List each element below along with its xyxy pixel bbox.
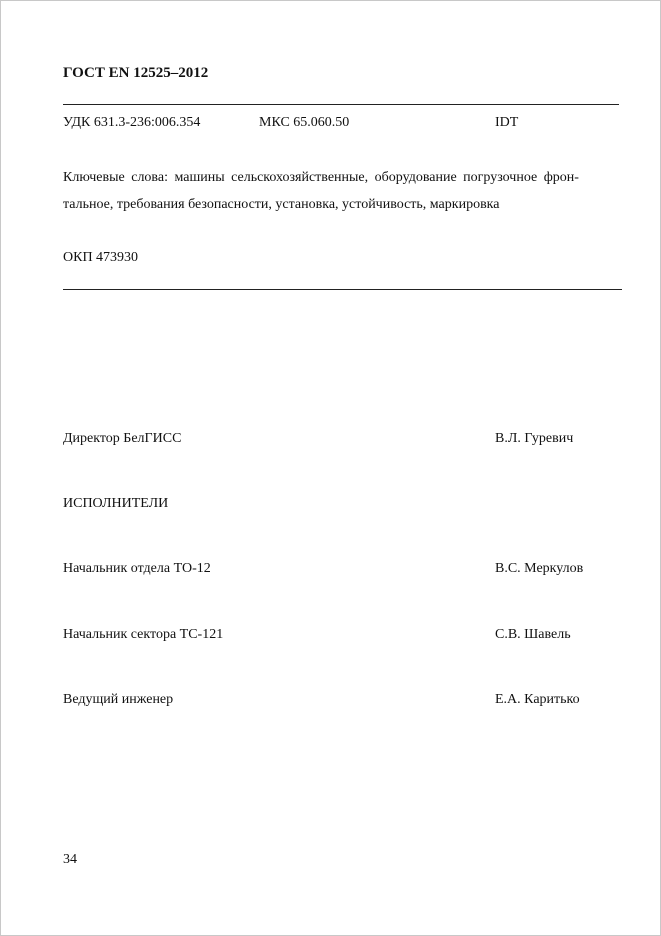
executor-role: Начальник отдела ТО-12 — [63, 561, 211, 576]
idt-label: IDT — [495, 115, 519, 130]
executor-role: Ведущий инженер — [63, 692, 174, 707]
divider-bottom — [63, 289, 622, 290]
executor-name: Е.А. Каритько — [495, 692, 580, 707]
director-name: В.Л. Гуревич — [495, 431, 574, 446]
executor-role: Начальник сектора ТС-121 — [63, 627, 224, 642]
executor-name: С.В. Шавель — [495, 627, 571, 642]
page-number: 34 — [63, 852, 77, 867]
mks-code: МКС 65.060.50 — [259, 115, 350, 130]
keywords-line-2: тальное, требования безопасности, установка, устойчивость, маркировка — [63, 197, 500, 212]
executor-name: В.С. Меркулов — [495, 561, 584, 576]
okp-code: ОКП 473930 — [63, 250, 139, 265]
divider-top — [63, 104, 619, 105]
udk-code: УДК 631.3-236:006.354 — [63, 115, 201, 130]
standard-title: ГОСТ EN 12525–2012 — [63, 65, 209, 81]
director-role: Директор БелГИСС — [63, 431, 182, 446]
keywords-line-1: Ключевые слова: машины сельскохозяйственные, оборудование погрузочное фрон- — [63, 170, 579, 185]
executors-heading: ИСПОЛНИТЕЛИ — [63, 496, 169, 511]
